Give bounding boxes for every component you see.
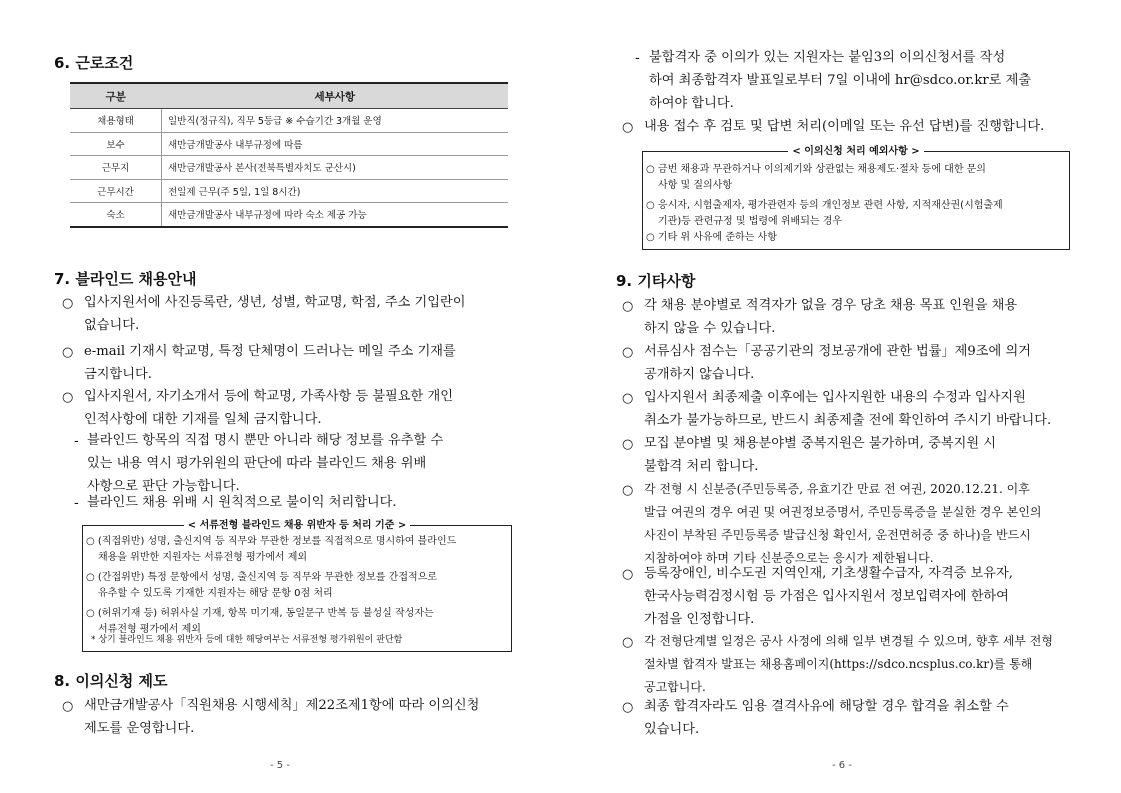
text-line: 입사지원서에 사진등록란, 생년, 성별, 학교명, 학점, 주소 기입란이 xyxy=(84,295,466,310)
text-line: 블라인드 항목의 직접 명시 뿐만 아니라 해당 정보를 유추할 수 xyxy=(87,433,444,448)
box-title xyxy=(643,144,1069,160)
text-line: 기관)등 관련규정 및 법령에 위배되는 경우 xyxy=(658,216,843,227)
work-conditions-table xyxy=(70,82,508,228)
table-cell: 숙소 xyxy=(70,203,162,227)
text-line: 취소가 불가능하므로, 반드시 최종제출 전에 확인하여 주시기 바랍니다. xyxy=(644,413,1052,428)
table-cell: 새만금개발공사 내부규정에 따름 xyxy=(162,132,509,156)
box-title xyxy=(83,518,511,534)
table-row xyxy=(70,132,508,156)
table-cell: 새만금개발공사 본사(전북특별자치도 군산시) xyxy=(162,156,509,180)
bullet-circle-icon: ○ xyxy=(62,390,74,405)
text-line: 등록장애인, 비수도권 지역인재, 기초생활수급자, 자격증 보유자, xyxy=(644,566,1013,581)
table-cell: 새만금개발공사 내부규정에 따라 숙소 제공 가능 xyxy=(162,203,509,227)
text-line: e-mail 기재시 학교명, 특정 단체명이 드러나는 메일 주소 기재를 xyxy=(84,344,456,359)
dash-icon: - xyxy=(635,51,640,66)
table-row xyxy=(70,156,508,180)
text-line: 블라인드 채용 위배 시 원칙적으로 불이익 처리합니다. xyxy=(87,495,397,510)
text-line: 하여야 합니다. xyxy=(649,96,734,111)
blind-bullet-3 xyxy=(84,385,453,431)
table-row xyxy=(70,179,508,203)
page-number: - 6 - xyxy=(832,760,852,771)
objection-dash-1 xyxy=(649,46,1031,115)
bullet-circle-icon: ○ xyxy=(622,567,634,582)
text-line: 유추할 수 있도록 기재한 지원자는 해당 문항 0점 처리 xyxy=(98,588,333,599)
text-line: 하여 최종합격자 발표일로부터 7일 이내에 hr@sdco.or.kr로 제출 xyxy=(649,73,1032,88)
bullet-circle-icon: ○ xyxy=(622,120,634,135)
bullet-circle-icon: ○ xyxy=(622,299,634,314)
table-cell: 근무지 xyxy=(70,156,162,180)
objection-exception-box xyxy=(642,146,1070,250)
bullet-circle-icon: ○ xyxy=(622,345,634,360)
text-line: 사항 및 질의사항 xyxy=(658,180,732,191)
bullet-circle-icon: ○ xyxy=(622,635,634,650)
objection-bullet-2 xyxy=(644,115,1044,138)
bullet-circle-icon: ○ xyxy=(62,296,74,311)
text-line: 사항으로 판단 가능합니다. xyxy=(87,479,240,494)
table-cell: 근무시간 xyxy=(70,179,162,203)
text-line: 각 전형단계별 일정은 공사 사정에 의해 일부 변경될 수 있으며, 향후 세부 전형 xyxy=(644,634,1053,648)
misc-bullet-3 xyxy=(644,386,1051,432)
bullet-circle-icon: ○ xyxy=(622,437,634,452)
text-line: 금지합니다. xyxy=(84,367,152,382)
misc-bullet-6 xyxy=(644,562,1013,631)
misc-bullet-8 xyxy=(644,695,1009,741)
section-8-title: 8. 이의신청 제도 xyxy=(54,672,168,690)
dash-icon: - xyxy=(74,434,79,449)
page-number: - 5 - xyxy=(270,760,290,771)
text-line: 불합격자 중 이의가 있는 지원자는 붙임3의 이의신청서를 작성 xyxy=(649,50,1006,65)
table-row xyxy=(70,203,508,227)
table-cell: 채용형태 xyxy=(70,109,162,133)
box-title-text: < 이의신청 처리 예외사항 > xyxy=(788,146,923,157)
text-line: 내용 접수 후 검토 및 답변 처리(이메일 또는 유선 답변)를 진행합니다. xyxy=(644,119,1045,134)
table-header-category: 구분 xyxy=(70,83,162,109)
text-line: 제도를 운영합니다. xyxy=(84,721,195,736)
misc-bullet-5 xyxy=(644,478,1042,570)
bullet-circle-icon: ○ xyxy=(622,700,634,715)
text-line: 입사지원서 최종제출 이후에는 입사지원한 내용의 수정과 입사지원 xyxy=(644,390,1026,405)
text-line: 공고합니다. xyxy=(644,680,706,694)
blind-bullet-2 xyxy=(84,340,456,386)
text-line: 불합격 처리 합니다. xyxy=(644,459,759,474)
dash-icon: - xyxy=(74,496,79,511)
section-9-title: 9. 기타사항 xyxy=(616,272,696,290)
text-line: 사진이 부착된 주민등록증 발급신청 확인서, 운전면허증 중 하나)을 반드시 xyxy=(644,528,1031,542)
text-line: 없습니다. xyxy=(84,318,140,333)
page-left xyxy=(0,0,560,793)
text-line: 발급 여권의 경우 여권 및 여권정보증명서, 주민등록증을 분실한 경우 본인의 xyxy=(644,505,1042,519)
text-line: 인적사항에 대한 기재를 일체 금지합니다. xyxy=(84,412,322,427)
text-line: 각 전형 시 신분증(주민등록증, 유효기간 만료 전 여권, 2020.12.21. 이후 xyxy=(644,482,1030,496)
misc-bullet-7 xyxy=(644,630,1053,699)
table-row xyxy=(70,109,508,133)
text-line: 입사지원서, 자기소개서 등에 학교명, 가족사항 등 불필요한 개인 xyxy=(84,389,453,404)
misc-bullet-2 xyxy=(644,340,1031,386)
table-cell: 전일제 근무(주 5일, 1일 8시간) xyxy=(162,179,509,203)
text-line: 한국사능력검정시험 등 가점은 입사지원서 정보입력자에 한하여 xyxy=(644,589,1009,604)
bullet-circle-icon: ○ xyxy=(622,483,634,498)
bullet-circle-icon: ○ xyxy=(62,345,74,360)
box-item-1 xyxy=(86,534,456,566)
page-right xyxy=(560,0,1121,793)
objection-bullet-1 xyxy=(84,694,479,740)
box-item-2 xyxy=(86,570,437,602)
blind-violation-box xyxy=(82,520,512,652)
text-line: 각 채용 분야별로 적격자가 없을 경우 당초 채용 목표 인원을 채용 xyxy=(644,298,1018,313)
bullet-circle-icon: ○ xyxy=(62,699,74,714)
table-cell: 일반직(정규직), 직무 5등급 ※ 수습기간 3개월 운영 xyxy=(162,109,509,133)
text-line: 절차별 합격자 발표는 채용홈페이지(https://sdco.ncsplus.co.kr)를 통해 xyxy=(644,657,1033,671)
text-line: 서류심사 점수는「공공기관의 정보공개에 관한 법률」제9조에 의거 xyxy=(644,344,1031,359)
misc-bullet-4 xyxy=(644,432,996,478)
text-line: ○ (직접위반) 성명, 출신지역 등 직무와 무관한 정보를 직접적으로 명시하여 블라인드 xyxy=(86,536,457,547)
section-6-title: 6. 근로조건 xyxy=(54,54,134,72)
box-item-3 xyxy=(646,230,777,246)
section-7-title: 7. 블라인드 채용안내 xyxy=(54,270,197,288)
text-line: ○ 기타 위 사유에 준하는 사항 xyxy=(646,232,777,243)
blind-bullet-1 xyxy=(84,291,466,337)
text-line: 최종 합격자라도 임용 결격사유에 해당할 경우 합격을 취소할 수 xyxy=(644,699,1009,714)
box-item-2 xyxy=(646,198,1003,230)
table-header-detail: 세부사항 xyxy=(162,83,509,109)
text-line: 가점을 인정합니다. xyxy=(644,612,755,627)
text-line: 공개하지 않습니다. xyxy=(644,367,755,382)
text-line: 서류전형 평가에서 제외 xyxy=(98,624,201,635)
misc-bullet-1 xyxy=(644,294,1017,340)
text-line: 있는 내용 역시 평가위원의 판단에 따라 블라인드 채용 위배 xyxy=(87,456,427,471)
blind-dash-1 xyxy=(87,429,443,498)
table-header-row xyxy=(70,83,508,109)
bullet-circle-icon: ○ xyxy=(622,391,634,406)
text-line: ○ 응시자, 시험출제자, 평가관련자 등의 개인정보 관련 사항, 지적재산권(시험출제 xyxy=(646,200,1003,211)
blind-dash-2 xyxy=(87,491,397,514)
table-cell: 보수 xyxy=(70,132,162,156)
box-title-text: < 서류전형 블라인드 채용 위반자 등 처리 기준 > xyxy=(184,520,411,531)
text-line: 모집 분야별 및 채용분야별 중복지원은 불가하며, 중복지원 시 xyxy=(644,436,997,451)
text-line: ○ 금번 채용과 무관하거나 이의제기와 상관없는 채용제도·절차 등에 대한 문의 xyxy=(646,164,986,175)
text-line: ○ (간접위반) 특정 문항에서 성명, 출신지역 등 직무와 무관한 정보를 간접적으로 xyxy=(86,572,437,583)
text-line: 하지 않을 수 있습니다. xyxy=(644,321,776,336)
box-item-1 xyxy=(646,162,986,194)
box-note: * 상기 블라인드 채용 위반자 등에 대한 해당여부는 서류전형 평가위원이 판단함 xyxy=(91,635,403,645)
text-line: 새만금개발공사「직원채용 시행세칙」제22조제1항에 따라 이의신청 xyxy=(84,698,480,713)
text-line: 채용을 위반한 지원자는 서류전형 평가에서 제외 xyxy=(98,552,308,563)
text-line: 지참하여야 하며 기타 신분증으로는 응시가 제한됩니다. xyxy=(644,551,934,565)
text-line: 있습니다. xyxy=(644,722,700,737)
text-line: ○ (허위기재 등) 허위사실 기재, 항목 미기재, 동일문구 반복 등 불성실 작성자는 xyxy=(86,608,434,619)
